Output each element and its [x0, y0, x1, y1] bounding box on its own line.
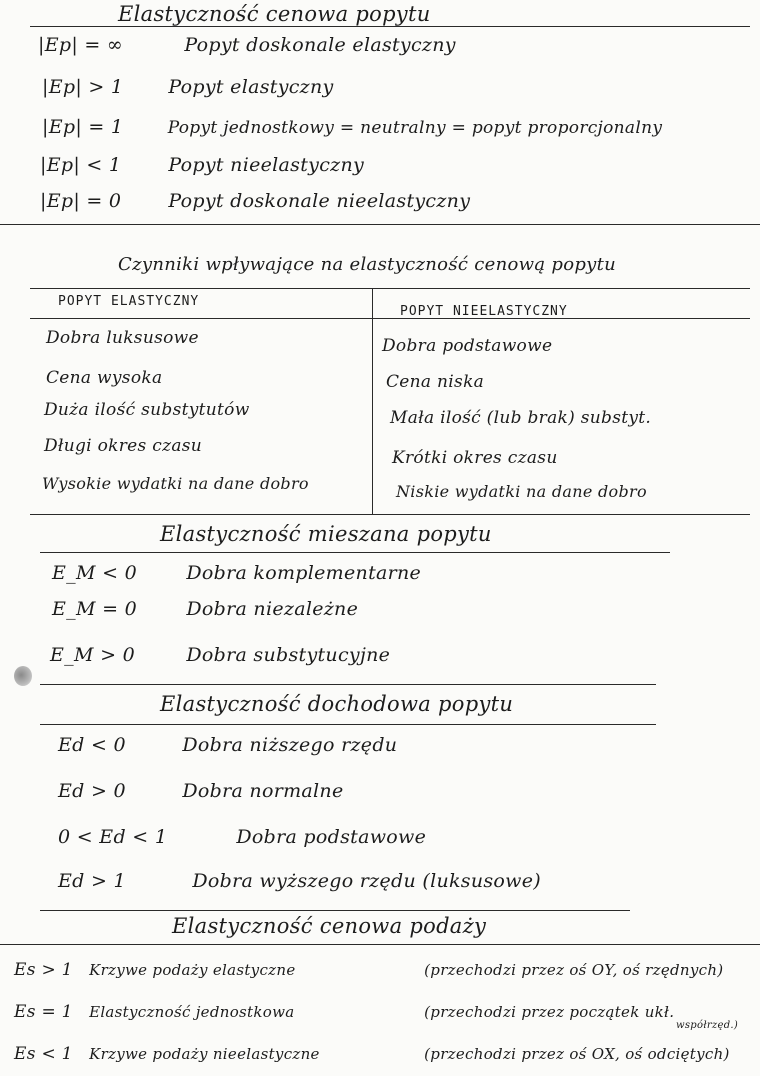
note: (przechodzi przez początek ukł. [424, 1003, 675, 1021]
list-item: Dobra podstawowe [382, 336, 553, 356]
formula: |Ep| = 0 [40, 190, 122, 212]
column-header-inelastic: POPYT NIEELASTYCZNY [400, 304, 568, 319]
list-item: Duża ilość substytutów [44, 400, 250, 420]
formula: Ed > 0 [58, 780, 126, 802]
formula: Es = 1 [14, 1002, 73, 1022]
list-item: Krótki okres czasu [392, 448, 558, 468]
formula: Es > 1 [14, 960, 73, 980]
list-item [40, 190, 470, 212]
column-divider [372, 288, 373, 514]
description: Krzywe podaży elastyczne [89, 961, 296, 979]
list-item [40, 154, 364, 176]
section-title-price-elasticity: Elastyczność cenowa popytu [118, 2, 431, 26]
divider [0, 224, 760, 225]
section-title-cross-elasticity: Elastyczność mieszana popytu [160, 522, 492, 546]
divider [30, 514, 750, 515]
description: Dobra podstawowe [236, 826, 427, 848]
list-item: Dobra luksusowe [46, 328, 199, 348]
divider [30, 26, 750, 27]
divider [40, 910, 630, 911]
list-item [14, 1002, 674, 1022]
list-item [58, 870, 541, 892]
description: Krzywe podaży nieelastyczne [89, 1045, 320, 1063]
description: Popyt jednostkowy = neutralny = popyt proporcjonalny [167, 118, 663, 138]
list-item [50, 644, 390, 666]
punch-hole [14, 666, 32, 686]
formula: E_M = 0 [52, 598, 138, 620]
formula: Ed < 0 [58, 734, 126, 756]
formula: Ed > 1 [58, 870, 126, 892]
section-title-supply-elasticity: Elastyczność cenowa podaży [172, 914, 487, 938]
list-item [58, 780, 344, 802]
divider [30, 318, 750, 319]
list-item [58, 826, 426, 848]
list-item: Długi okres czasu [44, 436, 203, 456]
formula: |Ep| = ∞ [38, 34, 124, 56]
description: Popyt doskonale elastyczny [184, 34, 456, 56]
formula: |Ep| < 1 [40, 154, 122, 176]
divider [0, 944, 760, 945]
note-small: współrzęd.) [676, 1020, 739, 1031]
list-item: Cena niska [386, 372, 485, 392]
note: (przechodzi przez oś OY, oś rzędnych) [424, 961, 724, 979]
formula: Es < 1 [14, 1044, 73, 1064]
list-item [58, 734, 397, 756]
note: (przechodzi przez oś OX, oś odciętych) [424, 1045, 730, 1063]
description: Elastyczność jednostkowa [89, 1003, 295, 1021]
description: Dobra normalne [182, 780, 344, 802]
list-item [42, 76, 334, 98]
formula: E_M < 0 [52, 562, 138, 584]
list-item [14, 1044, 730, 1064]
list-item [14, 960, 723, 980]
description: Dobra niezależne [186, 598, 359, 620]
list-item [52, 598, 358, 620]
list-item [42, 116, 662, 138]
description: Popyt elastyczny [168, 76, 334, 98]
description: Dobra komplementarne [186, 562, 422, 584]
divider [30, 288, 750, 289]
description: Dobra niższego rzędu [182, 734, 398, 756]
section-title-income-elasticity: Elastyczność dochodowa popytu [160, 692, 514, 716]
description: Dobra substytucyjne [186, 644, 391, 666]
formula: |Ep| = 1 [42, 116, 124, 138]
list-item: Mała ilość (lub brak) substyt. [390, 408, 652, 428]
divider [40, 684, 656, 685]
section-title-factors: Czynniki wpływające na elastyczność cenową popytu [118, 254, 617, 275]
divider [40, 552, 670, 553]
description: Dobra wyższego rzędu (luksusowe) [192, 870, 541, 892]
description: Popyt doskonale nieelastyczny [168, 190, 471, 212]
list-item [52, 562, 421, 584]
list-item: Wysokie wydatki na dane dobro [42, 474, 309, 493]
formula: |Ep| > 1 [42, 76, 124, 98]
list-item: Niskie wydatki na dane dobro [396, 482, 647, 501]
column-header-elastic: POPYT ELASTYCZNY [58, 294, 200, 309]
divider [40, 724, 656, 725]
formula: E_M > 0 [50, 644, 136, 666]
formula: 0 < Ed < 1 [58, 826, 168, 848]
list-item [38, 34, 456, 56]
description: Popyt nieelastyczny [168, 154, 365, 176]
list-item: Cena wysoka [46, 368, 163, 388]
